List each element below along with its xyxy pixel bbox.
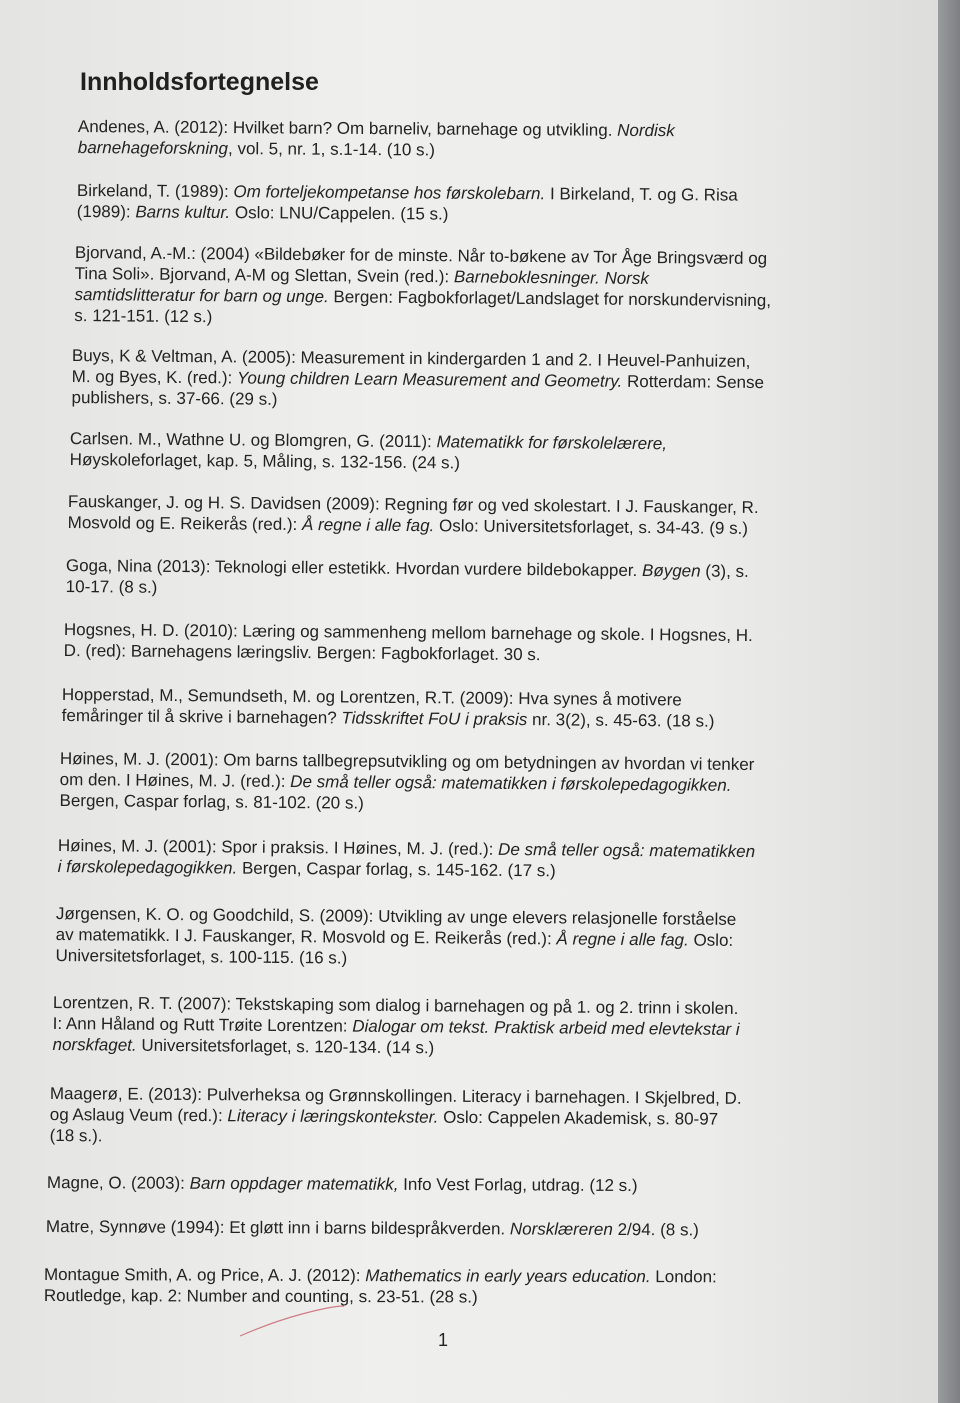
italic-text: De små teller også: matematikken <box>498 839 756 862</box>
text-segment: Oslo: LNU/Cappelen. (15 s.) <box>230 203 449 224</box>
text-segment: Oslo: Cappelen Akademisk, s. 80-97 <box>438 1107 719 1129</box>
italic-text: Tidsskriftet FoU i praksis <box>341 708 528 730</box>
text-segment: (3), s. <box>700 561 749 581</box>
text-segment: Bjorvand, A.-M.: (2004) «Bildebøker for de minste. Når to-bøkene av Tor Åge Bringsværd og <box>74 242 768 269</box>
text-segment: Fauskanger, J. og H. S. Davidsen (2009): Regning før og ved skolestart. I J. Fauskanger, R. <box>67 491 759 518</box>
text-segment: Buys, K & Veltman, A. (2005): Measurement in kindergarden 1 and 2. I Heuvel-Panhuizen, <box>71 345 751 371</box>
text-segment: Høines, M. J. (2001): Spor i praksis. I Høines, M. J. (red.): <box>57 835 499 859</box>
text-segment: Carlsen. M., Wathne U. og Blomgren, G. (2011): <box>69 428 437 452</box>
text-segment: Oslo: Universitetsforlaget, s. 34-43. (9 s.) <box>434 516 749 538</box>
text-segment: London: <box>650 1267 717 1287</box>
text-segment: Magne, O. (2003): <box>46 1173 190 1193</box>
pen-mark-icon <box>232 1300 352 1340</box>
text-segment: om den. I Høines, M. J. (red.): <box>59 769 291 792</box>
reference-line <box>44 1285 717 1308</box>
text-segment: , vol. 5, nr. 1, s.1-14. (10 s.) <box>227 139 436 160</box>
text-segment: M. og Byes, K. (red.): <box>71 366 238 388</box>
reference-entry-fauskanger <box>68 491 759 539</box>
reference-entry-lorentzen <box>52 992 739 1061</box>
italic-text: Om forteljekompetanse hos førskolebarn. <box>233 182 546 204</box>
text-segment: Høyskoleforlaget, kap. 5, Måling, s. 132-156. (24 s.) <box>69 449 461 473</box>
text-segment: Goga, Nina (2013): Teknologi eller estetikk. Hvordan vurdere bildebokapper. <box>65 555 643 581</box>
italic-text: Barneboklesninger. Norsk <box>453 267 649 289</box>
reference-line <box>44 1264 717 1287</box>
text-segment: Hopperstad, M., Semundseth, M. og Lorentzen, R.T. (2009): Hva synes å motivere <box>61 684 682 710</box>
italic-text: Å regne i alle fag. <box>301 515 435 536</box>
text-segment: 2/94. (8 s.) <box>612 1219 699 1240</box>
reference-line <box>46 1216 699 1240</box>
text-segment: I Birkeland, T. og G. Risa <box>545 184 738 205</box>
italic-text: Norsklæreren <box>509 1219 613 1239</box>
text-segment: Hogsnes, H. D. (2010): Læring og sammenheng mellom barnehage og skole. I Hogsnes, H. <box>63 619 753 646</box>
text-segment: Jørgensen, K. O. og Goodchild, S. (2009): Utvikling av unge elevers relasjonelle forståelse <box>55 903 737 929</box>
text-segment: (18 s.). <box>49 1125 103 1146</box>
text-segment: Bergen, Caspar forlag, s. 145-162. (17 s.) <box>237 858 556 881</box>
italic-text: i førskolepedagogikken. <box>57 856 238 878</box>
italic-text: Literacy i læringskontekster. <box>227 1106 439 1127</box>
italic-text: Matematikk for førskolelærere, <box>436 432 668 454</box>
text-segment: femåringer til å skrive i barnehagen? <box>61 705 342 728</box>
italic-text: norskfaget. <box>52 1034 137 1055</box>
italic-text: Barns kultur. <box>135 202 231 223</box>
text-segment: Oslo: <box>688 930 734 950</box>
text-segment: publishers, s. 37-66. (29 s.) <box>71 387 278 409</box>
italic-text: Mathematics in early years education. <box>365 1266 651 1287</box>
reference-line <box>47 1172 638 1196</box>
text-segment: Bergen, Caspar forlag, s. 81-102. (20 s.) <box>59 790 364 813</box>
text-segment: Montague Smith, A. og Price, A. J. (2012): <box>43 1265 366 1286</box>
text-segment: Rotterdam: Sense <box>622 371 765 393</box>
text-segment: Andenes, A. (2012): Hvilket barn? Om barneliv, barnehage og utvikling. <box>77 116 618 140</box>
text-segment: Mosvold og E. Reikerås (red.): <box>67 512 303 535</box>
reference-entry-hoines-1 <box>59 748 754 817</box>
text-segment: Bergen: Fagbokforlaget/Landslaget for norskundervisning, <box>328 287 772 311</box>
text-segment: Tina Soli». Bjorvand, A-M og Slettan, Svein (red.): <box>74 263 455 287</box>
reference-entry-jorgensen <box>55 903 736 972</box>
italic-text: De små teller også: matematikken i førskolepedagogikken. <box>290 772 732 795</box>
italic-text: Barn oppdager matematikk, <box>189 1173 399 1194</box>
text-segment: Maagerø, E. (2013): Pulverheksa og Grønnskollingen. Literacy i barnehagen. I Skjelbred, D. <box>49 1084 742 1108</box>
text-segment: Universitetsforlaget, s. 100-115. (16 s.) <box>55 945 348 968</box>
reference-entry-birkeland <box>77 180 738 227</box>
italic-text: barnehageforskning <box>77 137 229 159</box>
page-edge <box>938 0 960 1403</box>
text-segment: D. (red): Barnehagens læringsliv. Bergen: Fagbokforlaget. 30 s. <box>63 640 541 665</box>
text-segment: og Aslaug Veum (red.): <box>49 1104 228 1126</box>
text-segment: Høines, M. J. (2001): Om barns tallbegrepsutvikling og om betydningen av hvordan vi tenker <box>59 748 755 775</box>
reference-line <box>62 705 715 732</box>
reference-entry-bjorvand <box>74 242 771 332</box>
italic-text: samtidslitteratur for barn og unge. <box>74 284 329 307</box>
italic-text: Bøygen <box>641 561 701 581</box>
reference-entry-buys <box>71 345 764 414</box>
text-segment: Birkeland, T. (1989): <box>76 180 234 202</box>
italic-text: Nordisk <box>617 120 675 141</box>
text-segment: s. 121-151. (12 s.) <box>74 305 213 327</box>
reference-entry-montague-smith <box>44 1264 717 1308</box>
text-segment: av matematikk. I J. Fauskanger, R. Mosvold og E. Reikerås (red.): <box>55 924 557 949</box>
reference-line <box>78 137 675 162</box>
italic-text: Young children Learn Measurement and Geometry. <box>236 368 623 391</box>
text-segment: Matre, Synnøve (1994): Et gløtt inn i barns bildespråkverden. <box>45 1217 510 1239</box>
reference-entry-hogsnes <box>64 619 753 667</box>
reference-entry-goga <box>66 555 749 603</box>
italic-text: Dialogar om tekst. Praktisk arbeid med elevtekstar i <box>352 1016 740 1039</box>
reference-entry-magne <box>47 1172 638 1196</box>
text-segment: Universitetsforlaget, s. 120-134. (14 s.) <box>136 1035 435 1058</box>
reference-entry-carlsen <box>70 428 667 475</box>
text-segment: 10-17. (8 s.) <box>65 576 158 597</box>
text-segment: Routledge, kap. 2: Number and counting, s. 23-51. (28 s.) <box>43 1285 478 1307</box>
italic-text: Å regne i alle fag. <box>556 929 689 950</box>
reference-entry-maagero <box>50 1083 742 1151</box>
reference-entry-hoines-2 <box>58 835 756 883</box>
reference-entry-hopperstad <box>62 684 715 732</box>
page-title: Innholdsfortegnelse <box>80 68 319 96</box>
text-segment: I: Ann Håland og Rutt Trøite Lorentzen: <box>52 1013 353 1036</box>
text-segment: Info Vest Forlag, utdrag. (12 s.) <box>398 1174 638 1196</box>
text-segment: Lorentzen, R. T. (2007): Tekstskaping som dialog i barnehagen og på 1. og 2. trinn i skolen. <box>52 992 739 1018</box>
reference-entry-andenes <box>78 116 675 162</box>
page-number: 1 <box>438 1330 449 1350</box>
reference-entry-matre <box>46 1216 699 1240</box>
text-segment: nr. 3(2), s. 45-63. (18 s.) <box>527 710 715 731</box>
text-segment: (1989): <box>76 201 136 222</box>
